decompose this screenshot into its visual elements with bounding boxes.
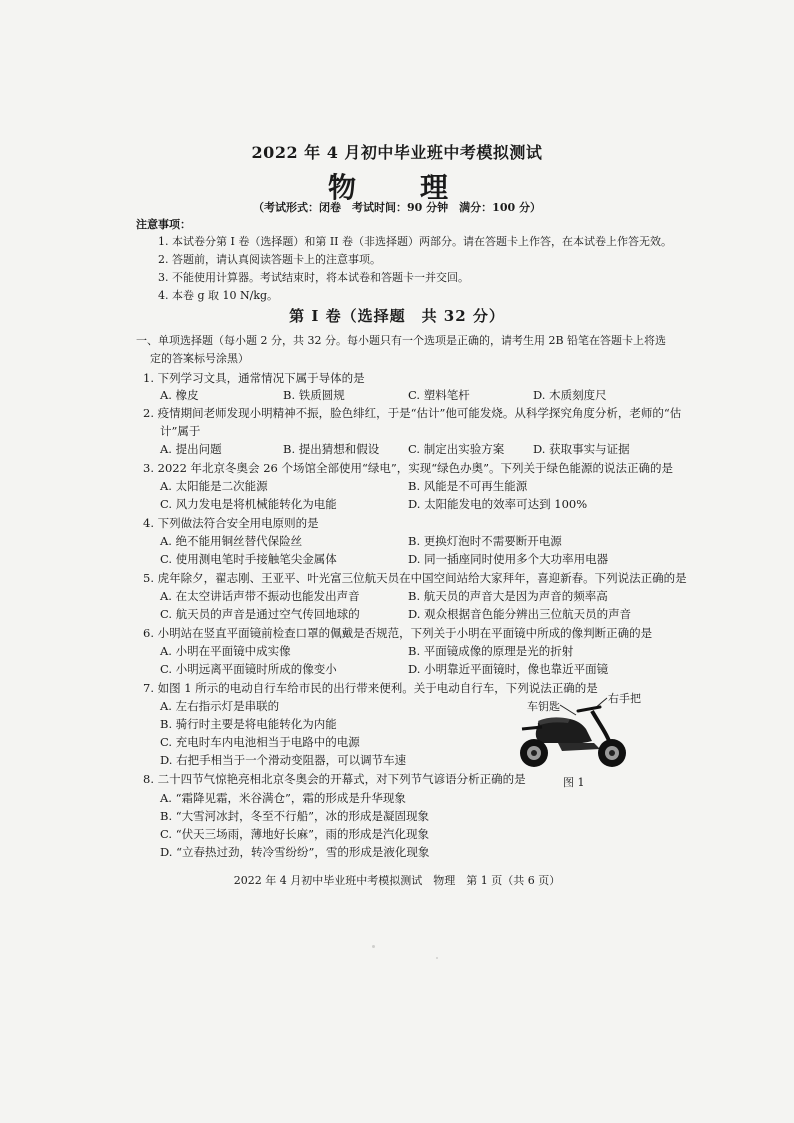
scan-speck <box>436 957 438 959</box>
section-intro-cont: 定的答案标号涂黑） <box>150 352 249 365</box>
page-footer: 2022 年 4 月初中毕业班中考模拟测试 物理 第 1 页（共 6 页） <box>233 874 561 887</box>
figure-label-handle: 右手把 <box>608 692 641 705</box>
option: C. “伏天三场雨，薄地好长麻”，雨的形成是汽化现象 <box>160 827 429 841</box>
question-stem: 5. 虎年除夕，翟志刚、王亚平、叶光富三位航天员在中国空间站给大家拜年，喜迎新春。下列说法正确的是 <box>143 571 687 585</box>
option: B. 风能是不可再生能源 <box>408 479 528 493</box>
option: A. “霜降见霜，米谷满仓”，霜的形成是升华现象 <box>160 791 406 805</box>
option: B. 更换灯泡时不需要断开电源 <box>408 534 562 548</box>
option: B. 提出猜想和假设 <box>283 442 380 456</box>
option: C. 风力发电是将机械能转化为电能 <box>160 497 337 511</box>
option: C. 塑料笔杆 <box>408 388 470 402</box>
option: A. 橡皮 <box>160 388 199 402</box>
subject-title: 物 理 <box>327 171 466 204</box>
option: C. 制定出实验方案 <box>408 442 505 456</box>
option: A. 在太空讲话声带不振动也能发出声音 <box>160 589 360 603</box>
option: D. 观众根据音色能分辨出三位航天员的声音 <box>408 607 632 621</box>
option: D. 小明靠近平面镜时，像也靠近平面镜 <box>408 662 609 676</box>
figure-caption: 图 1 <box>563 776 585 789</box>
option: C. 使用测电笔时手接触笔尖金属体 <box>160 552 337 566</box>
question-stem: 4. 下列做法符合安全用电原则的是 <box>143 516 319 530</box>
option: C. 航天员的声音是通过空气传回地球的 <box>160 607 360 621</box>
question-stem: 7. 如图 1 所示的电动自行车给市民的出行带来便利。关于电动自行车，下列说法正确的是 <box>143 681 598 695</box>
option: B. 铁质圆规 <box>283 388 345 402</box>
option: C. 充电时车内电池相当于电路中的电源 <box>160 735 360 749</box>
part-title: 第 I 卷（选择题 共 32 分） <box>289 307 505 325</box>
option: B. 骑行时主要是将电能转化为内能 <box>160 717 337 731</box>
note-item: 1. 本试卷分第 I 卷（选择题）和第 II 卷（非选择题）两部分。请在答题卡上作答，在本试卷上作答无效。 <box>158 235 673 248</box>
option: D. 获取事实与证据 <box>533 442 630 456</box>
note-item: 3. 不能使用计算器。考试结束时，将本试卷和答题卡一并交回。 <box>158 271 469 284</box>
note-item: 2. 答题前，请认真阅读答题卡上的注意事项。 <box>158 253 381 266</box>
note-item: 4. 本卷 g 取 10 N/kg。 <box>158 289 279 302</box>
option: D. 右把手相当于一个滑动变阻器，可以调节车速 <box>160 753 407 767</box>
option: A. 左右指示灯是串联的 <box>160 699 280 713</box>
option: A. 太阳能是二次能源 <box>160 479 268 493</box>
option: D. 同一插座同时使用多个大功率用电器 <box>408 552 609 566</box>
option: A. 小明在平面镜中成实像 <box>160 644 291 658</box>
figure-label-key: 车钥匙 <box>527 700 560 713</box>
section-intro: 一、单项选择题（每小题 2 分，共 32 分。每小题只有一个选项是正确的，请考生用 2B 铅笔在答题卡上将选 <box>136 334 667 347</box>
option: D. 木质刻度尺 <box>533 388 607 402</box>
question-stem: 8. 二十四节气惊艳亮相北京冬奥会的开幕式，对下列节气谚语分析正确的是 <box>143 772 526 786</box>
question-stem-cont: 计”属于 <box>160 424 201 438</box>
scan-speck <box>372 945 375 948</box>
ebike-figure <box>508 695 638 773</box>
option: B. 平面镜成像的原理是光的折射 <box>408 644 574 658</box>
option: C. 小明远离平面镜时所成的像变小 <box>160 662 337 676</box>
option: D. “立春热过劲，转冷雪纷纷”，雪的形成是液化现象 <box>160 845 430 859</box>
question-stem: 6. 小明站在竖直平面镜前检查口罩的佩戴是否规范，下列关于小明在平面镜中所成的像判断正确的是 <box>143 626 653 640</box>
exam-info: （考试形式：闭卷 考试时间：90 分钟 满分：100 分） <box>253 201 541 214</box>
option: A. 提出问题 <box>160 442 222 456</box>
option: A. 绝不能用铜丝替代保险丝 <box>160 534 303 548</box>
question-stem: 1. 下列学习文具，通常情况下属于导体的是 <box>143 371 365 385</box>
question-stem: 3. 2022 年北京冬奥会 26 个场馆全部使用“绿电”，实现“绿色办奥”。下列关于绿色能源的说法正确的是 <box>143 461 674 475</box>
option: D. 太阳能发电的效率可达到 100% <box>408 497 588 511</box>
notes-heading: 注意事项： <box>136 218 191 231</box>
option: B. “大雪河冰封，冬至不行船”，冰的形成是凝固现象 <box>160 809 430 823</box>
exam-title: 2022 年 4 月初中毕业班中考模拟测试 <box>251 143 543 162</box>
option: B. 航天员的声音大是因为声音的频率高 <box>408 589 608 603</box>
question-stem: 2. 疫情期间老师发现小明精神不振，脸色绯红，于是“估计”他可能发烧。从科学探究角度分析，老师的“估 <box>143 406 682 420</box>
